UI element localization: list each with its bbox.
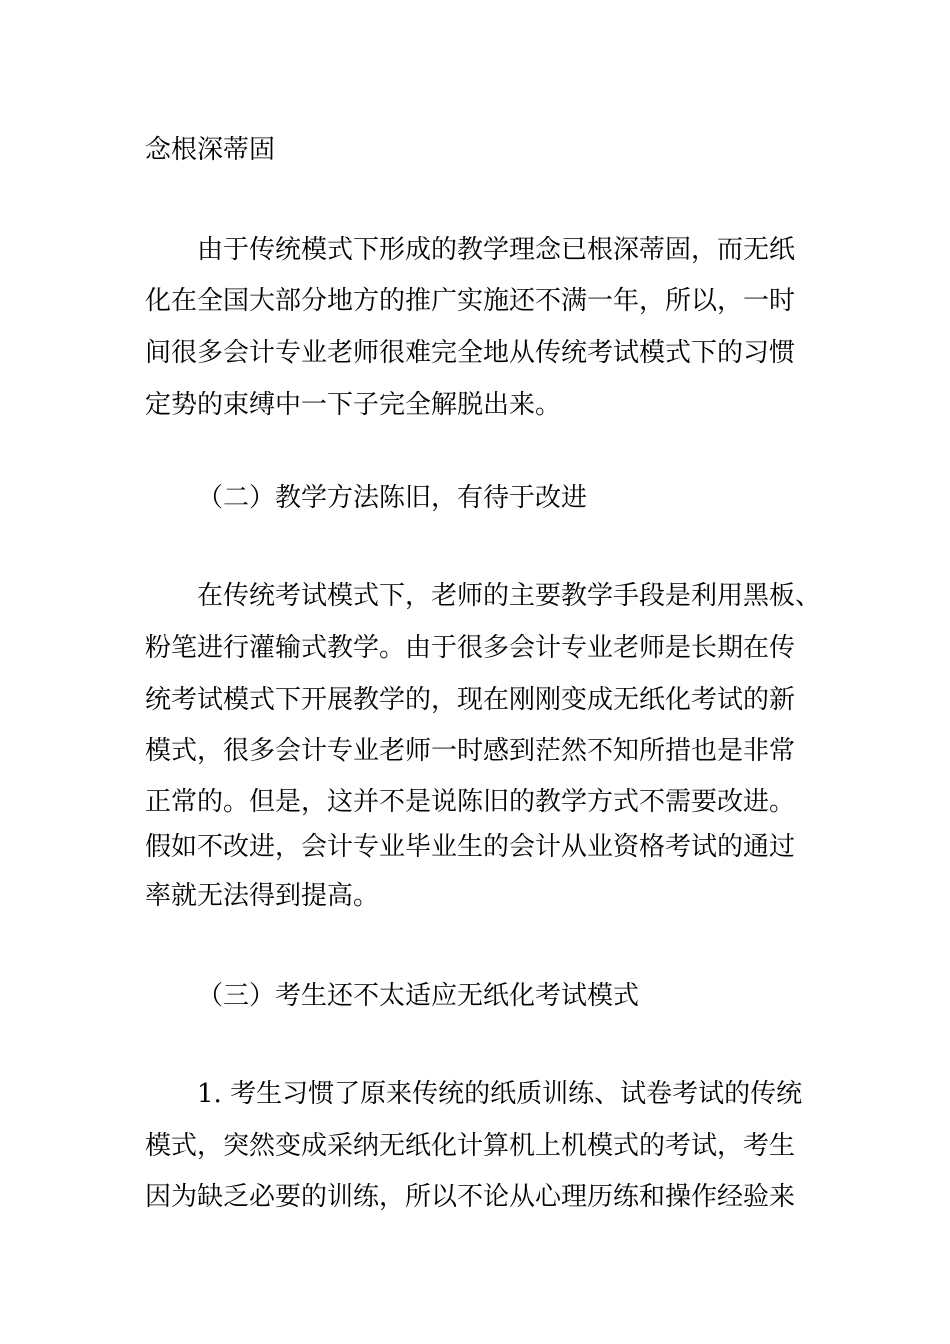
paragraph-line: 率就无法得到提高。 bbox=[145, 881, 380, 911]
paragraph-line: 因为缺乏必要的训练，所以不论从心理历练和操作经验来 bbox=[145, 1182, 796, 1212]
paragraph-line: 间很多会计专业老师很难完全地从传统考试模式下的习惯 bbox=[145, 338, 796, 368]
paragraph-line: 假如不改进，会计专业毕业生的会计从业资格考试的通过 bbox=[145, 832, 796, 862]
paragraph-line: 模式，突然变成采纳无纸化计算机上机模式的考试，考生 bbox=[145, 1131, 796, 1161]
fragment-line: 念根深蒂固 bbox=[145, 135, 276, 165]
paragraph-line: 1. 考生习惯了原来传统的纸质训练、试卷考试的传统 bbox=[197, 1079, 803, 1109]
section-heading-3: （三）考生还不太适应无纸化考试模式 bbox=[197, 981, 640, 1011]
paragraph-line: 统考试模式下开展教学的，现在刚刚变成无纸化考试的新 bbox=[145, 685, 796, 715]
paragraph-line: 模式，很多会计专业老师一时感到茫然不知所措也是非常 bbox=[145, 736, 796, 766]
paragraph-line: 在传统考试模式下，老师的主要教学手段是利用黑板、 bbox=[197, 581, 822, 611]
paragraph-line: 化在全国大部分地方的推广实施还不满一年，所以，一时 bbox=[145, 286, 796, 316]
paragraph-line: 定势的束缚中一下子完全解脱出来。 bbox=[145, 390, 562, 420]
paragraph-line: 正常的。但是，这并不是说陈旧的教学方式不需要改进。 bbox=[145, 787, 796, 817]
section-heading-2: （二）教学方法陈旧，有待于改进 bbox=[197, 483, 588, 513]
paragraph-line: 由于传统模式下形成的教学理念已根深蒂固，而无纸 bbox=[197, 235, 796, 265]
paragraph-line: 粉笔进行灌输式教学。由于很多会计专业老师是长期在传 bbox=[145, 633, 796, 663]
